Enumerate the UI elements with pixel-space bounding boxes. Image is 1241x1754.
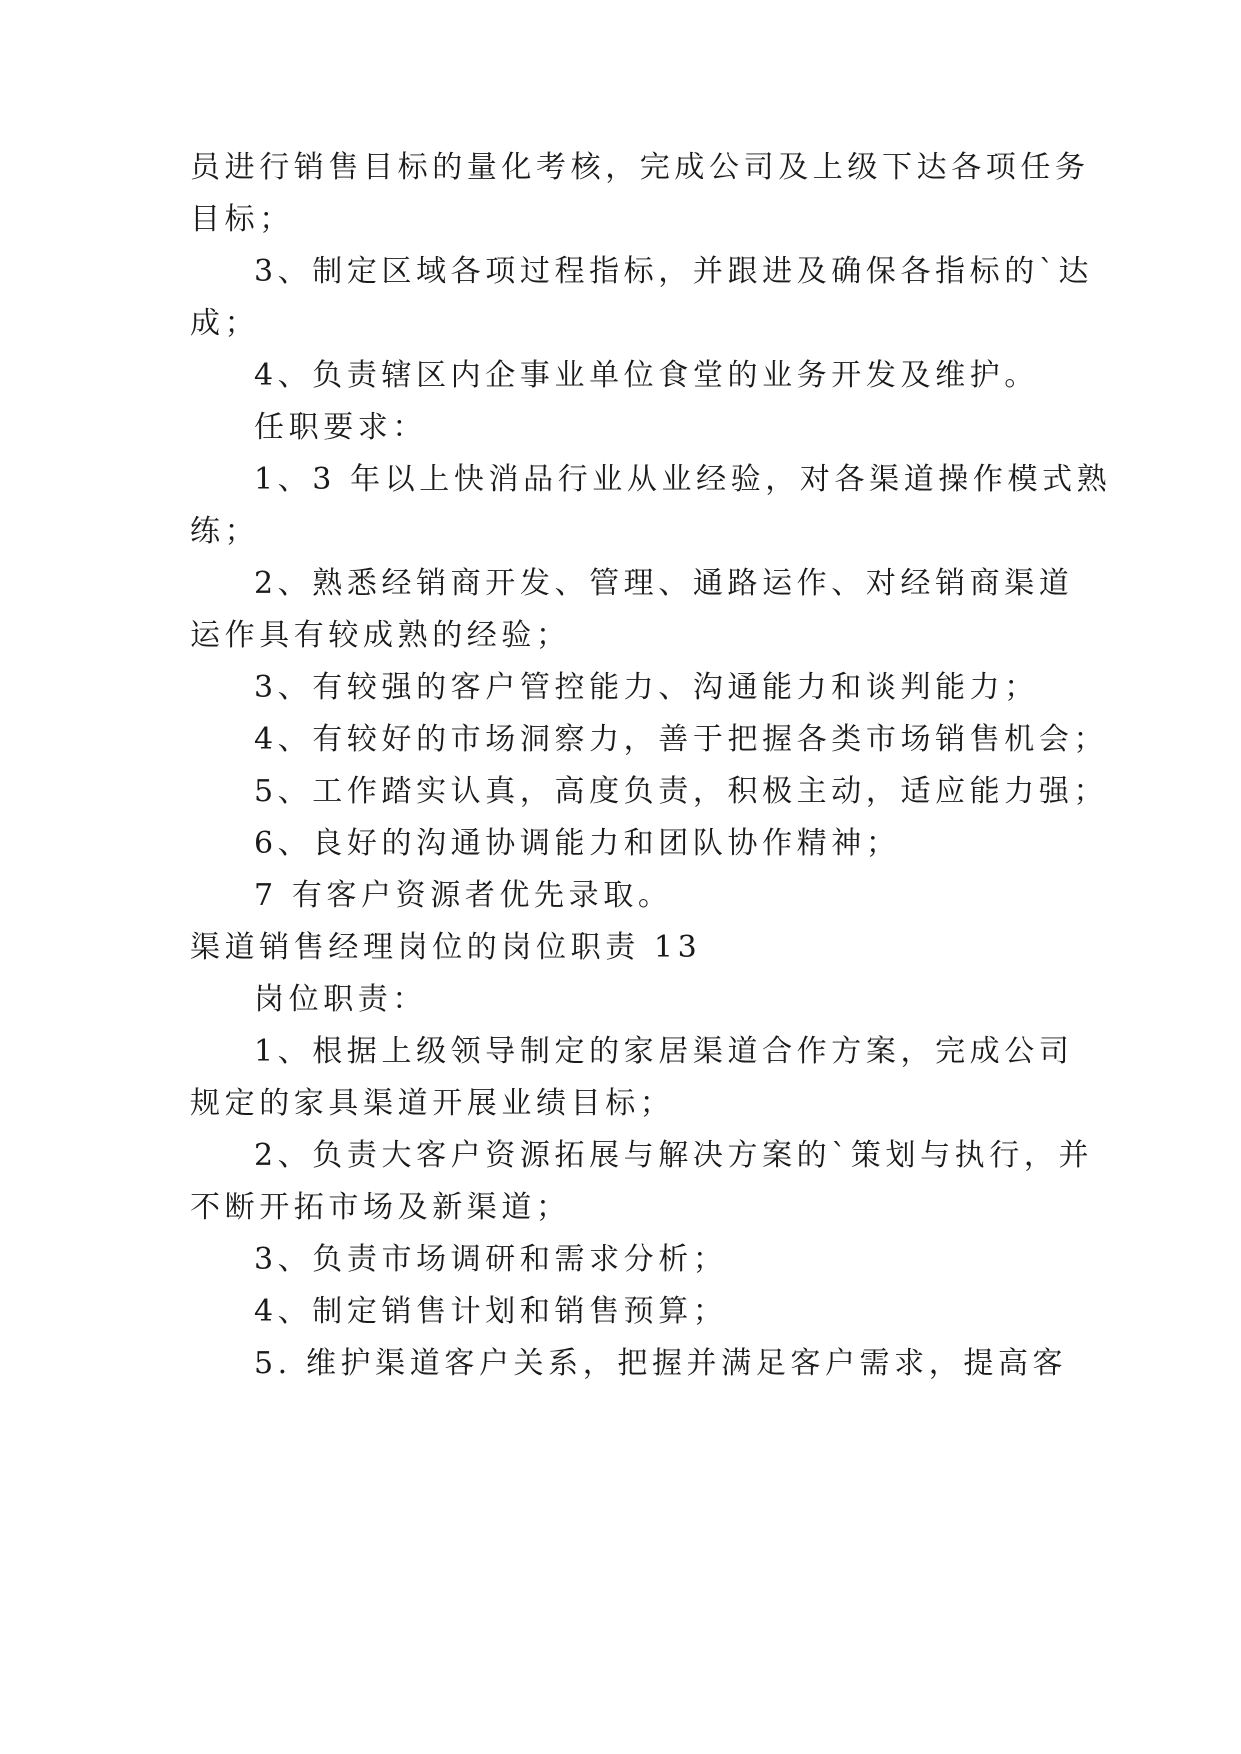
text-line: 5、工作踏实认真，高度负责，积极主动，适应能力强； [254,774,1109,809]
text-line: 规定的家具渠道开展业绩目标； [190,1086,675,1121]
text-line: 4、有较好的市场洞察力，善于把握各类市场销售机会； [254,722,1109,757]
text-line: 7 有客户资源者优先录取。 [254,878,673,913]
text-line: 2、负责大客户资源拓展与解决方案的`策划与执行，并 [254,1138,1094,1173]
text-line: 3、制定区域各项过程指标，并跟进及确保各指标的`达 [254,254,1094,289]
text-line: 1、根据上级领导制定的家居渠道合作方案，完成公司 [254,1034,1074,1069]
text-line: 成； [190,306,260,341]
text-line: 目标； [190,202,294,237]
text-line: 不断开拓市场及新渠道； [190,1190,571,1225]
text-line: 员进行销售目标的量化考核，完成公司及上级下达各项任务 [190,150,1090,185]
text-line: 2、熟悉经销商开发、管理、通路运作、对经销商渠道 [254,566,1074,601]
text-line: 4、制定销售计划和销售预算； [254,1294,728,1329]
text-line: 6、良好的沟通协调能力和团队协作精神； [254,826,901,861]
text-line: 5. 维护渠道客户关系，把握并满足客户需求，提高客 [254,1346,1068,1381]
text-line: 1、3 年以上快消品行业从业经验，对各渠道操作模式熟 [254,462,1112,497]
text-line: 4、负责辖区内企事业单位食堂的业务开发及维护。 [254,358,1039,393]
text-line: 练； [190,514,260,549]
text-line: 3、有较强的客户管控能力、沟通能力和谈判能力； [254,670,1039,705]
section-heading: 岗位职责： [254,982,427,1017]
section-title: 渠道销售经理岗位的岗位职责 13 [190,930,702,965]
text-line: 3、负责市场调研和需求分析； [254,1242,728,1277]
text-line: 运作具有较成熟的经验； [190,618,571,653]
section-heading: 任职要求： [254,410,427,445]
